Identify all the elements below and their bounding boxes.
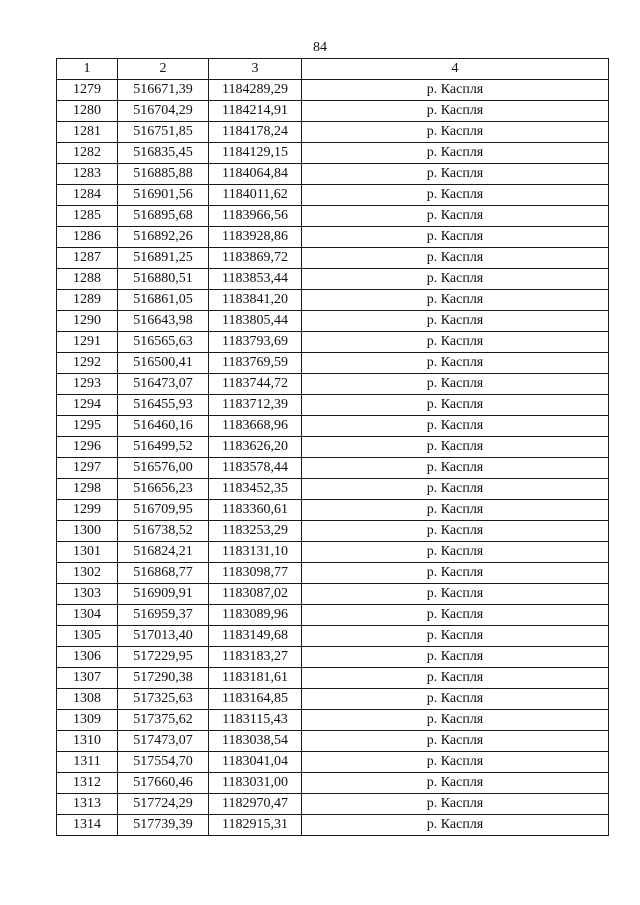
cell-y: 1183089,96 [209, 605, 302, 626]
cell-y: 1184214,91 [209, 101, 302, 122]
cell-number: 1280 [57, 101, 118, 122]
coordinates-table [56, 58, 609, 836]
cell-x: 516500,41 [118, 353, 209, 374]
cell-description: р. Каспля [302, 794, 609, 815]
cell-x: 516455,93 [118, 395, 209, 416]
table-row [57, 626, 609, 647]
cell-y: 1183253,29 [209, 521, 302, 542]
cell-description: р. Каспля [302, 731, 609, 752]
cell-number: 1282 [57, 143, 118, 164]
cell-y: 1183087,02 [209, 584, 302, 605]
cell-x: 516499,52 [118, 437, 209, 458]
cell-description: р. Каспля [302, 122, 609, 143]
cell-x: 516709,95 [118, 500, 209, 521]
cell-description: р. Каспля [302, 437, 609, 458]
cell-y: 1183031,00 [209, 773, 302, 794]
cell-y: 1183098,77 [209, 563, 302, 584]
cell-x: 516738,52 [118, 521, 209, 542]
cell-number: 1306 [57, 647, 118, 668]
cell-x: 516460,16 [118, 416, 209, 437]
cell-description: р. Каспля [302, 815, 609, 836]
cell-y: 1182970,47 [209, 794, 302, 815]
cell-y: 1183038,54 [209, 731, 302, 752]
cell-y: 1183578,44 [209, 458, 302, 479]
table-row [57, 605, 609, 626]
table-row [57, 185, 609, 206]
cell-description: р. Каспля [302, 248, 609, 269]
cell-number: 1300 [57, 521, 118, 542]
table-row [57, 542, 609, 563]
cell-number: 1301 [57, 542, 118, 563]
cell-y: 1183805,44 [209, 311, 302, 332]
cell-description: р. Каспля [302, 353, 609, 374]
cell-number: 1311 [57, 752, 118, 773]
table-row [57, 332, 609, 353]
table-row [57, 290, 609, 311]
cell-x: 516892,26 [118, 227, 209, 248]
cell-y: 1183041,04 [209, 752, 302, 773]
cell-y: 1182915,31 [209, 815, 302, 836]
table-row [57, 563, 609, 584]
table-row [57, 752, 609, 773]
cell-description: р. Каспля [302, 668, 609, 689]
cell-x: 516565,63 [118, 332, 209, 353]
table-row [57, 395, 609, 416]
cell-number: 1307 [57, 668, 118, 689]
cell-y: 1183928,86 [209, 227, 302, 248]
cell-description: р. Каспля [302, 416, 609, 437]
column-header-number: 1 [57, 59, 118, 80]
cell-description: р. Каспля [302, 584, 609, 605]
cell-number: 1298 [57, 479, 118, 500]
cell-description: р. Каспля [302, 311, 609, 332]
table-row [57, 458, 609, 479]
cell-number: 1295 [57, 416, 118, 437]
cell-number: 1285 [57, 206, 118, 227]
cell-number: 1299 [57, 500, 118, 521]
cell-y: 1183115,43 [209, 710, 302, 731]
cell-x: 517473,07 [118, 731, 209, 752]
cell-number: 1283 [57, 164, 118, 185]
cell-x: 516656,23 [118, 479, 209, 500]
cell-y: 1183149,68 [209, 626, 302, 647]
cell-y: 1183966,56 [209, 206, 302, 227]
cell-number: 1310 [57, 731, 118, 752]
cell-y: 1183744,72 [209, 374, 302, 395]
cell-number: 1292 [57, 353, 118, 374]
cell-number: 1290 [57, 311, 118, 332]
cell-number: 1304 [57, 605, 118, 626]
table-row [57, 353, 609, 374]
column-header-description: 4 [302, 59, 609, 80]
cell-x: 516835,45 [118, 143, 209, 164]
table-row [57, 479, 609, 500]
cell-description: р. Каспля [302, 605, 609, 626]
cell-description: р. Каспля [302, 80, 609, 101]
cell-description: р. Каспля [302, 542, 609, 563]
cell-description: р. Каспля [302, 479, 609, 500]
table-row [57, 143, 609, 164]
cell-number: 1309 [57, 710, 118, 731]
cell-x: 516885,88 [118, 164, 209, 185]
cell-description: р. Каспля [302, 185, 609, 206]
cell-number: 1284 [57, 185, 118, 206]
cell-description: р. Каспля [302, 647, 609, 668]
cell-description: р. Каспля [302, 563, 609, 584]
cell-x: 516909,91 [118, 584, 209, 605]
cell-y: 1183853,44 [209, 269, 302, 290]
cell-y: 1183869,72 [209, 248, 302, 269]
cell-x: 517290,38 [118, 668, 209, 689]
cell-x: 517724,29 [118, 794, 209, 815]
cell-description: р. Каспля [302, 689, 609, 710]
cell-y: 1184064,84 [209, 164, 302, 185]
cell-x: 516704,29 [118, 101, 209, 122]
cell-number: 1279 [57, 80, 118, 101]
cell-number: 1312 [57, 773, 118, 794]
cell-y: 1183793,69 [209, 332, 302, 353]
cell-y: 1183841,20 [209, 290, 302, 311]
cell-description: р. Каспля [302, 710, 609, 731]
table-row [57, 164, 609, 185]
cell-number: 1287 [57, 248, 118, 269]
cell-x: 516891,25 [118, 248, 209, 269]
cell-x: 517375,62 [118, 710, 209, 731]
cell-number: 1286 [57, 227, 118, 248]
cell-y: 1183668,96 [209, 416, 302, 437]
cell-x: 517739,39 [118, 815, 209, 836]
table-row [57, 710, 609, 731]
cell-x: 516576,00 [118, 458, 209, 479]
cell-description: р. Каспля [302, 458, 609, 479]
cell-description: р. Каспля [302, 773, 609, 794]
cell-x: 517325,63 [118, 689, 209, 710]
cell-description: р. Каспля [302, 752, 609, 773]
cell-number: 1296 [57, 437, 118, 458]
table-row [57, 794, 609, 815]
table-row [57, 689, 609, 710]
cell-x: 516959,37 [118, 605, 209, 626]
cell-number: 1288 [57, 269, 118, 290]
cell-x: 516868,77 [118, 563, 209, 584]
table-row [57, 773, 609, 794]
cell-x: 516671,39 [118, 80, 209, 101]
cell-y: 1184129,15 [209, 143, 302, 164]
table-row [57, 374, 609, 395]
cell-x: 516751,85 [118, 122, 209, 143]
cell-number: 1297 [57, 458, 118, 479]
cell-number: 1308 [57, 689, 118, 710]
table-row [57, 521, 609, 542]
cell-y: 1183181,61 [209, 668, 302, 689]
cell-description: р. Каспля [302, 290, 609, 311]
table-row [57, 269, 609, 290]
cell-y: 1183131,10 [209, 542, 302, 563]
page-number: 84 [313, 40, 327, 55]
table-row [57, 731, 609, 752]
table-row [57, 668, 609, 689]
cell-description: р. Каспля [302, 521, 609, 542]
cell-x: 517554,70 [118, 752, 209, 773]
cell-description: р. Каспля [302, 500, 609, 521]
cell-y: 1183712,39 [209, 395, 302, 416]
cell-description: р. Каспля [302, 626, 609, 647]
cell-x: 516824,21 [118, 542, 209, 563]
cell-description: р. Каспля [302, 227, 609, 248]
cell-description: р. Каспля [302, 332, 609, 353]
table-row [57, 647, 609, 668]
table-body [57, 80, 609, 836]
cell-y: 1184178,24 [209, 122, 302, 143]
cell-x: 516895,68 [118, 206, 209, 227]
table-header-row [57, 59, 609, 80]
cell-y: 1184289,29 [209, 80, 302, 101]
cell-description: р. Каспля [302, 101, 609, 122]
cell-x: 516473,07 [118, 374, 209, 395]
cell-number: 1314 [57, 815, 118, 836]
cell-x: 516643,98 [118, 311, 209, 332]
table-row [57, 227, 609, 248]
cell-number: 1293 [57, 374, 118, 395]
cell-x: 517229,95 [118, 647, 209, 668]
cell-number: 1302 [57, 563, 118, 584]
cell-y: 1184011,62 [209, 185, 302, 206]
table-row [57, 815, 609, 836]
column-header-y: 3 [209, 59, 302, 80]
cell-description: р. Каспля [302, 206, 609, 227]
table-row [57, 500, 609, 521]
table-row [57, 122, 609, 143]
table-row [57, 101, 609, 122]
cell-y: 1183769,59 [209, 353, 302, 374]
cell-y: 1183452,35 [209, 479, 302, 500]
cell-description: р. Каспля [302, 143, 609, 164]
cell-x: 516901,56 [118, 185, 209, 206]
cell-y: 1183183,27 [209, 647, 302, 668]
cell-x: 516861,05 [118, 290, 209, 311]
table-row [57, 437, 609, 458]
table-row [57, 206, 609, 227]
table-row [57, 416, 609, 437]
cell-number: 1289 [57, 290, 118, 311]
cell-number: 1294 [57, 395, 118, 416]
cell-y: 1183626,20 [209, 437, 302, 458]
cell-x: 517660,46 [118, 773, 209, 794]
cell-description: р. Каспля [302, 395, 609, 416]
cell-y: 1183360,61 [209, 500, 302, 521]
cell-x: 517013,40 [118, 626, 209, 647]
cell-number: 1313 [57, 794, 118, 815]
column-header-x: 2 [118, 59, 209, 80]
cell-description: р. Каспля [302, 164, 609, 185]
cell-number: 1303 [57, 584, 118, 605]
cell-number: 1281 [57, 122, 118, 143]
table-row [57, 584, 609, 605]
cell-y: 1183164,85 [209, 689, 302, 710]
cell-description: р. Каспля [302, 374, 609, 395]
table-row [57, 80, 609, 101]
table-row [57, 248, 609, 269]
table-row [57, 311, 609, 332]
cell-description: р. Каспля [302, 269, 609, 290]
cell-number: 1291 [57, 332, 118, 353]
cell-number: 1305 [57, 626, 118, 647]
cell-x: 516880,51 [118, 269, 209, 290]
